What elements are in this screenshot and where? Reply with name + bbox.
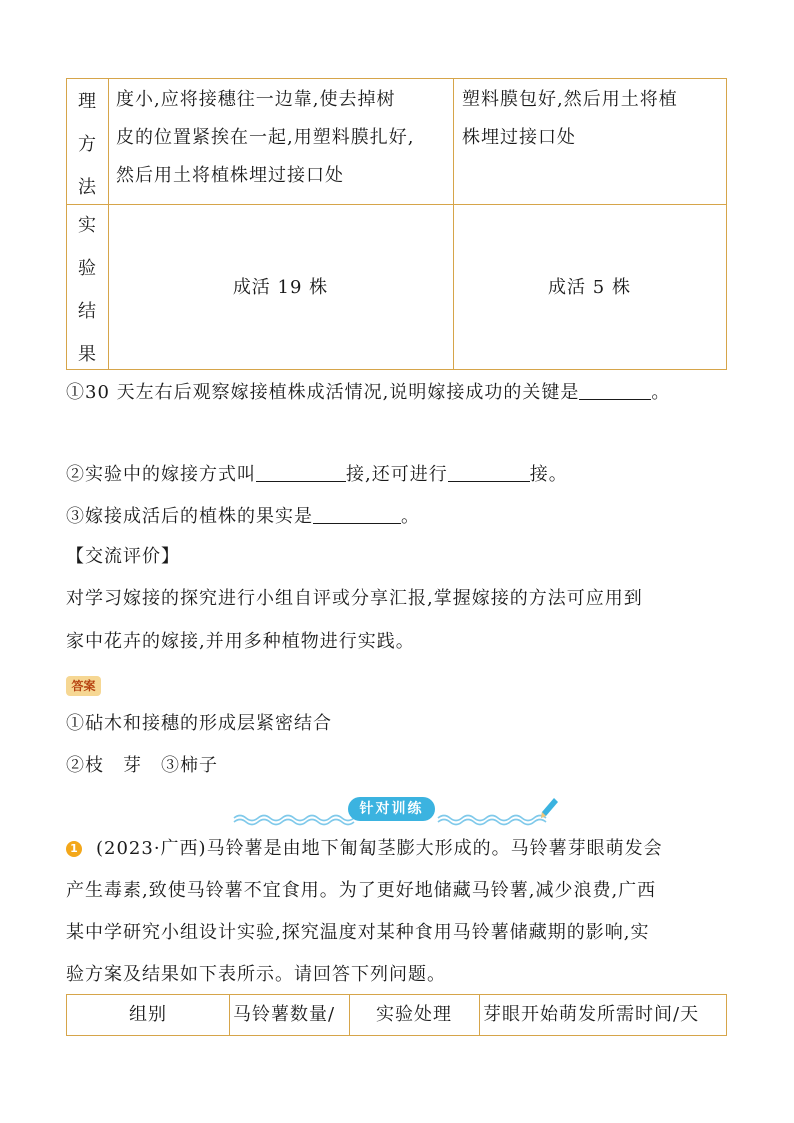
- answer-line: ②枝 芽 ③柿子: [66, 755, 218, 776]
- question-number-badge: 1: [66, 841, 82, 857]
- training-title: 针对训练: [348, 797, 435, 821]
- header-count: 马铃薯数量/: [233, 1004, 336, 1025]
- table-line: [479, 995, 480, 1035]
- training-line: 产生毒素,致使马铃薯不宜食用。为了更好地储藏马铃薯,减少浪费,广西: [66, 880, 657, 901]
- row-label-result: [66, 204, 108, 376]
- training-line: 验方案及结果如下表所示。请回答下列问题。: [66, 964, 446, 985]
- answer-blank: [448, 461, 530, 482]
- question-text: 。: [401, 506, 420, 527]
- answer-blank: [256, 461, 346, 482]
- answer-badge: 答案: [66, 676, 101, 696]
- answer-blank: [313, 503, 401, 524]
- header-group: 组别: [129, 1004, 167, 1025]
- answer-blank: [579, 379, 651, 400]
- table-line: [108, 78, 109, 370]
- cell-line: 塑料膜包好,然后用土将植: [462, 89, 678, 110]
- question-3: [66, 502, 420, 532]
- table-line: [66, 78, 727, 79]
- question-text: 。: [651, 382, 671, 403]
- answer-line: ①砧木和接穗的形成层紧密结合: [66, 713, 332, 734]
- row-label-method: [66, 80, 108, 209]
- method-cell-2: [462, 81, 724, 157]
- training-line: (2023·广西)马铃薯是由地下匍匐茎膨大形成的。马铃薯芽眼萌发会: [96, 838, 663, 859]
- cell-line: 然后用土将植株埋过接口处: [116, 165, 344, 186]
- method-cell-1: [116, 81, 451, 195]
- result-cell-1: 成活 19 株: [232, 277, 329, 298]
- question-text: ③嫁接成活后的植株的果实是: [66, 506, 313, 527]
- header-sprout-time: 芽眼开始萌发所需时间/天: [483, 1004, 700, 1025]
- cell-line: 度小,应将接穗往一边靠,使去掉树: [116, 89, 396, 110]
- header-treatment: 实验处理: [376, 1004, 452, 1025]
- label-char: 理: [78, 91, 96, 112]
- label-char: 实: [78, 215, 96, 236]
- table-line: [66, 369, 727, 370]
- question-1: [66, 378, 670, 408]
- question-text: ①30 天左右后观察嫁接植株成活情况,说明嫁接成功的关键是: [66, 382, 580, 403]
- evaluation-heading: 【交流评价】: [66, 546, 180, 567]
- table-line: [453, 78, 454, 370]
- question-text: 接,还可进行: [346, 464, 448, 485]
- table-line: [229, 995, 230, 1035]
- label-char: 验: [78, 258, 96, 279]
- table-line: [66, 204, 727, 205]
- label-char: 法: [78, 177, 96, 198]
- cell-line: 株埋过接口处: [462, 127, 576, 148]
- table-line: [726, 78, 727, 370]
- question-text: 接。: [529, 464, 568, 485]
- evaluation-line: 家中花卉的嫁接,并用多种植物进行实践。: [66, 631, 415, 652]
- question-2: [66, 460, 568, 490]
- cell-line: 皮的位置紧挨在一起,用塑料膜扎好,: [116, 127, 415, 148]
- method-result-table: [66, 78, 727, 370]
- experiment-table: [66, 994, 727, 1036]
- label-char: 方: [78, 134, 96, 155]
- training-line: 某中学研究小组设计实验,探究温度对某种食用马铃薯储藏期的影响,实: [66, 922, 650, 943]
- label-char: 果: [78, 344, 96, 365]
- question-text: ②实验中的嫁接方式叫: [66, 464, 256, 485]
- pencil-icon: [538, 796, 560, 820]
- result-cell-2: 成活 5 株: [548, 277, 631, 298]
- label-char: 结: [78, 301, 96, 322]
- evaluation-line: 对学习嫁接的探究进行小组自评或分享汇报,掌握嫁接的方法可应用到: [66, 588, 643, 609]
